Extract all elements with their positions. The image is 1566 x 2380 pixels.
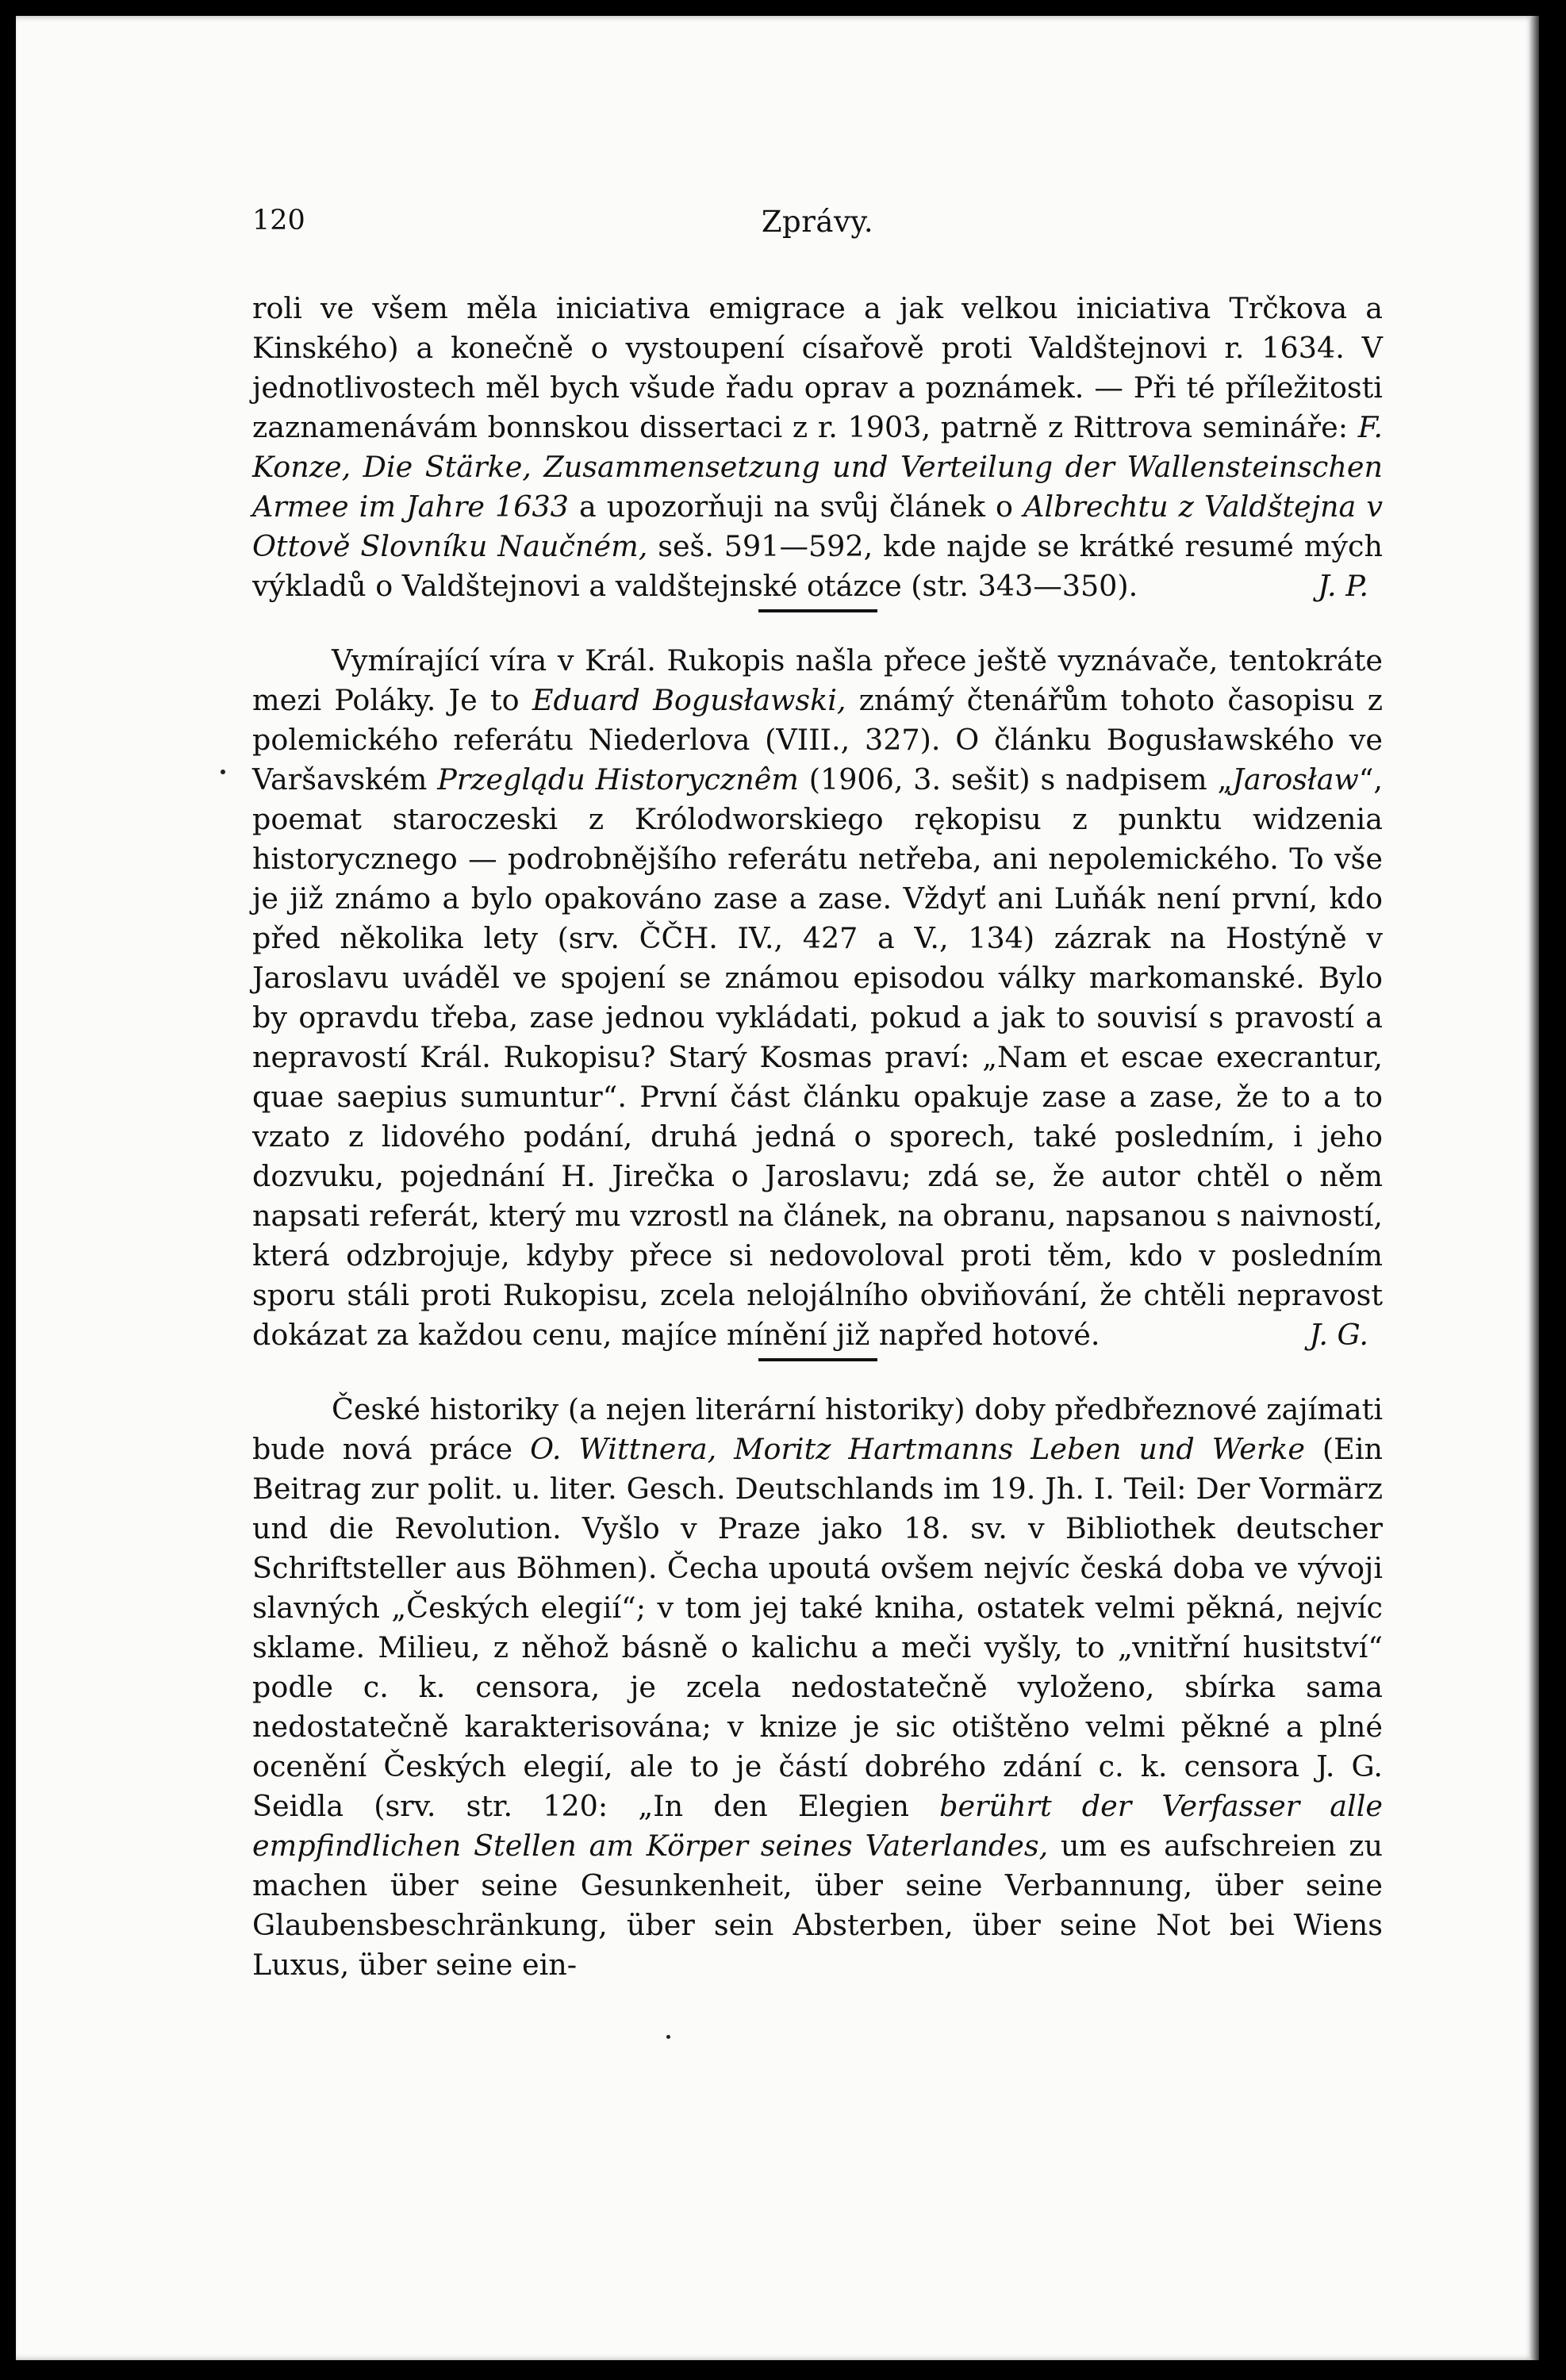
- author-signature: J. P.: [1318, 569, 1368, 603]
- page-number: 120: [252, 205, 305, 236]
- text-run: seš. 591—592, kde najde se krátké resumé mých výkladů o Valdštejnovi a valdštejnské otázce (str. 343—350).: [252, 529, 1383, 603]
- ink-speck: [221, 770, 225, 774]
- italic-citation: O. Wittnera, Moritz Hartmanns Leben und Werke: [530, 1432, 1306, 1466]
- text-run: a upozorňuji na svůj článek o: [568, 489, 1024, 524]
- text-run: (Ein Beitrag zur polit. u. liter. Gesch. Deutschlands im 19. Jh. I. Teil: Der Vormärz und die Revolution. Vyšlo v Praze jako 18. sv. v Bibliothek deutscher Schriftsteller aus Böhmen). Čecha upoutá ovšem nejvíc česká doba ve vývoji slavných „Českých elegií“; v tom jej také kniha, ostatek velmi pěkná, nejvíc sklame. Milieu, z něhož básně o kalichu a meči vyšly, to „vnitřní husitství“ podle c. k. censora, je zcela nedostatečně vyloženo, sbírka sama nedostatečně karakterisována; v knize je sic otištěno velmi pěkné a plné ocenění Českých elegií, ale to je částí dobrého zdání c. k. censora J. G. Seidla (srv. str. 120: „In den Elegien: [252, 1432, 1384, 1823]
- section-divider: [758, 1358, 877, 1361]
- text-run: um es aufschreien zu machen über seine Gesunkenheit, über seine Verbannung, über seine Glaubensbeschränkung, über sein Absterben, über seine Not bei Wiens Luxus, über seine ein-: [252, 1829, 1383, 1982]
- author-signature: J. G.: [1309, 1318, 1368, 1352]
- text-run: Vymírající víra v Král. Rukopis našla přece ještě vyznávače, tentokráte mezi Poláky. Je to: [252, 643, 1383, 717]
- italic-citation: Jarosław: [1232, 762, 1359, 797]
- running-header: [252, 205, 1383, 252]
- text-run: České historiky (a nejen literární historiky) doby předbřeznové zajímati bude nová práce: [252, 1392, 1383, 1466]
- italic-citation: F. Konze, Die Stärke, Zusammensetzung und Verteilung der Wallensteinschen Armee im Jahre 1633: [252, 410, 1383, 524]
- page-text: [252, 205, 1383, 1985]
- ink-speck: [666, 2035, 670, 2039]
- italic-citation: Eduard Bogusławski,: [532, 683, 846, 717]
- text-run: “, poemat staroczeski z Królodworskiego rękopisu z punktu widzenia historycznego — podrobnějšího referátu netřeba, ani nepolemického. To vše je již známo a bylo opakováno zase a zase. Vždyť ani Luňák není první, kdo před několika lety (srv. ČČH. IV., 427 a V., 134) zázrak na Hostýně v Jaroslavu uváděl ve spojení se známou episodou války markomanské. Bylo by opravdu třeba, zase jednou vykládati, pokud a jak to souvisí s pravostí a nepravostí Král. Rukopisu? Starý Kosmas praví: „Nam et escae execrantur, quae saepius sumuntur“. První část článku opakuje zase a zase, že to a to vzato z lidového podání, druhá jedná o sporech, také posledním, i jeho dozvuku, pojednání H. Jirečka o Jaroslavu; zdá se, že autor chtěl o něm napsati referát, který mu vzrostl na článek, na obranu, napsanou s naivností, která odzbrojuje, kdyby přece si nedovoloval proti těm, kdo v posledním sporu stáli proti Rukopisu, zcela nelojálního obviňování, že chtěli nepravost dokázat za každou cenu, majíce mínění již napřed hotové.: [252, 762, 1384, 1352]
- note-paragraph: [252, 289, 1383, 606]
- note-paragraph: [252, 1390, 1383, 1985]
- section-divider: [758, 609, 877, 612]
- italic-citation: Przeglądu Historycznêm: [437, 762, 799, 797]
- page-edge-shadow: [1530, 16, 1539, 2360]
- italic-citation: Albrechtu z Valdštejna v Ottově Slovníku Naučném,: [252, 489, 1383, 563]
- text-run: (1906, 3. sešit) s nadpisem „: [798, 762, 1233, 797]
- text-run: roli ve všem měla iniciativa emigrace a jak velkou iniciativa Trčkova a Kinského) a konečně o vystoupení císařově proti Valdštejnovi r. 1634. V jednotlivostech měl bych všude řadu oprav a poznámek. — Při té příležitosti zaznamenávám bonnskou dissertaci z r. 1903, patrně z Rittrova semináře:: [252, 291, 1383, 444]
- text-run: známý čtenářům tohoto časopisu z polemického referátu Niederlova (VIII., 327). O článku Bogusławského ve Varšavském: [252, 683, 1383, 797]
- section-title: Zprávy.: [761, 205, 874, 239]
- italic-citation: berührt der Verfasser alle empfindlichen Stellen am Körper seines Vaterlandes,: [252, 1789, 1383, 1863]
- note-paragraph: [252, 641, 1383, 1355]
